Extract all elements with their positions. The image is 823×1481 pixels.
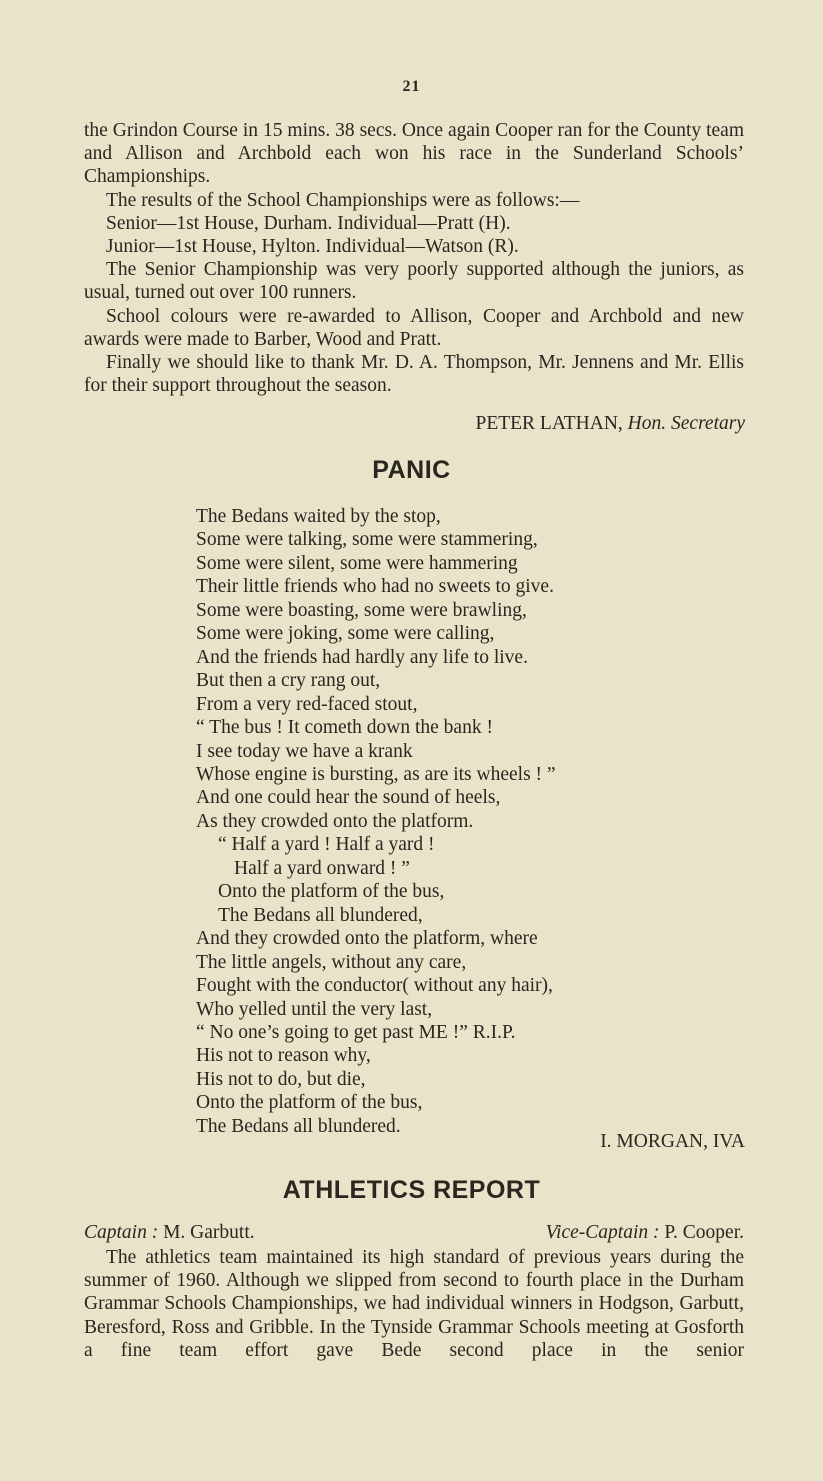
paragraph: Senior—1st House, Durham. Individual—Pratt (H). (106, 212, 511, 234)
poem-title: PANIC (372, 456, 451, 484)
poem-line: I see today we have a krank (196, 740, 413, 762)
paragraph: the Grindon Course in 15 mins. 38 secs. Once again Cooper ran for the County team and Allison and Archbold each won his race in the Sunderland Schools’ Championships. (84, 120, 744, 188)
poem-line: “ Half a yard ! Half a yard ! (218, 834, 435, 856)
captain-name: M. Garbutt. (163, 1222, 255, 1243)
page-number: 21 (402, 78, 421, 95)
poem-line: Onto the platform of the bus, (218, 881, 445, 903)
poem-line: Some were talking, some were stammering, (196, 529, 538, 551)
poem-line: Who yelled until the very last, (196, 998, 433, 1020)
captain-label: Captain : (84, 1222, 159, 1243)
athletics-title: ATHLETICS REPORT (282, 1176, 541, 1204)
poem-line: Half a yard onward ! ” (234, 857, 410, 879)
poem-line: Fought with the conductor( without any hair), (196, 975, 553, 997)
cross-country-text (84, 119, 744, 397)
poem-line: Onto the platform of the bus, (196, 1092, 423, 1114)
vice-captain-label: Vice-Captain : (545, 1222, 660, 1243)
paragraph: Junior—1st House, Hylton. Individual—Watson (R). (106, 236, 519, 258)
poem-line: And the friends had hardly any life to live. (196, 646, 528, 668)
poem-line: The Bedans all blundered, (218, 904, 423, 926)
cross-country-signature (475, 413, 745, 435)
vice-captain-name: P. Cooper. (664, 1222, 744, 1243)
poem-line: Some were boasting, some were brawling, (196, 599, 527, 621)
paragraph: School colours were re-awarded to Allison, Cooper and Archbold and new awards were made to Barber, Wood and Pratt. (84, 305, 744, 350)
paragraph: The results of the School Championships were as follows:— (106, 189, 580, 211)
poem-line: The Bedans all blundered. (196, 1115, 401, 1137)
poem-line: The Bedans waited by the stop, (196, 506, 441, 527)
captain (84, 1222, 255, 1244)
athletics-text (84, 1246, 744, 1362)
poem-line: His not to do, but die, (196, 1068, 366, 1090)
paragraph: The athletics team maintained its high standard of previous years during the summer of 1960. Although we slipped from second to fourth place in the Durham Grammar Schools Championships, we had individual winners in Hodgson, Garbutt, Beresford, Ross and Gribble. In the Tynside Grammar Schools meeting at Gosforth a fine team effort gave Bede second place in the senior (84, 1247, 744, 1361)
poem-line: And one could hear the sound of heels, (196, 787, 501, 809)
poem-line: His not to reason why, (196, 1045, 371, 1067)
poem-body (196, 505, 556, 1138)
poem-line: Some were joking, some were calling, (196, 623, 495, 645)
poem-line: Their little friends who had no sweets to give. (196, 576, 554, 598)
poem-line: As they crowded onto the platform. (196, 810, 474, 832)
poem-line: “ The bus ! It cometh down the bank ! (196, 717, 493, 739)
signature-name: PETER LATHAN, (475, 413, 623, 434)
poem-line: Whose engine is bursting, as are its wheels ! ” (196, 763, 556, 785)
poem-author: I. MORGAN, IVA (600, 1131, 745, 1152)
poem-line: “ No one’s going to get past ME !” R.I.P. (196, 1021, 516, 1043)
signature-role: Hon. Secretary (627, 413, 745, 434)
poem-line: And they crowded onto the platform, where (196, 928, 538, 950)
paragraph: The Senior Championship was very poorly supported although the juniors, as usual, turned out over 100 runners. (84, 259, 744, 304)
poem-line: Some were silent, some were hammering (196, 552, 518, 574)
poem-line: But then a cry rang out, (196, 670, 381, 692)
vice-captain (546, 1222, 744, 1244)
poem-line: From a very red-faced stout, (196, 693, 418, 715)
poem-line: The little angels, without any care, (196, 951, 467, 973)
paragraph: Finally we should like to thank Mr. D. A. Thompson, Mr. Jennens and Mr. Ellis for their support throughout the season. (84, 352, 744, 397)
